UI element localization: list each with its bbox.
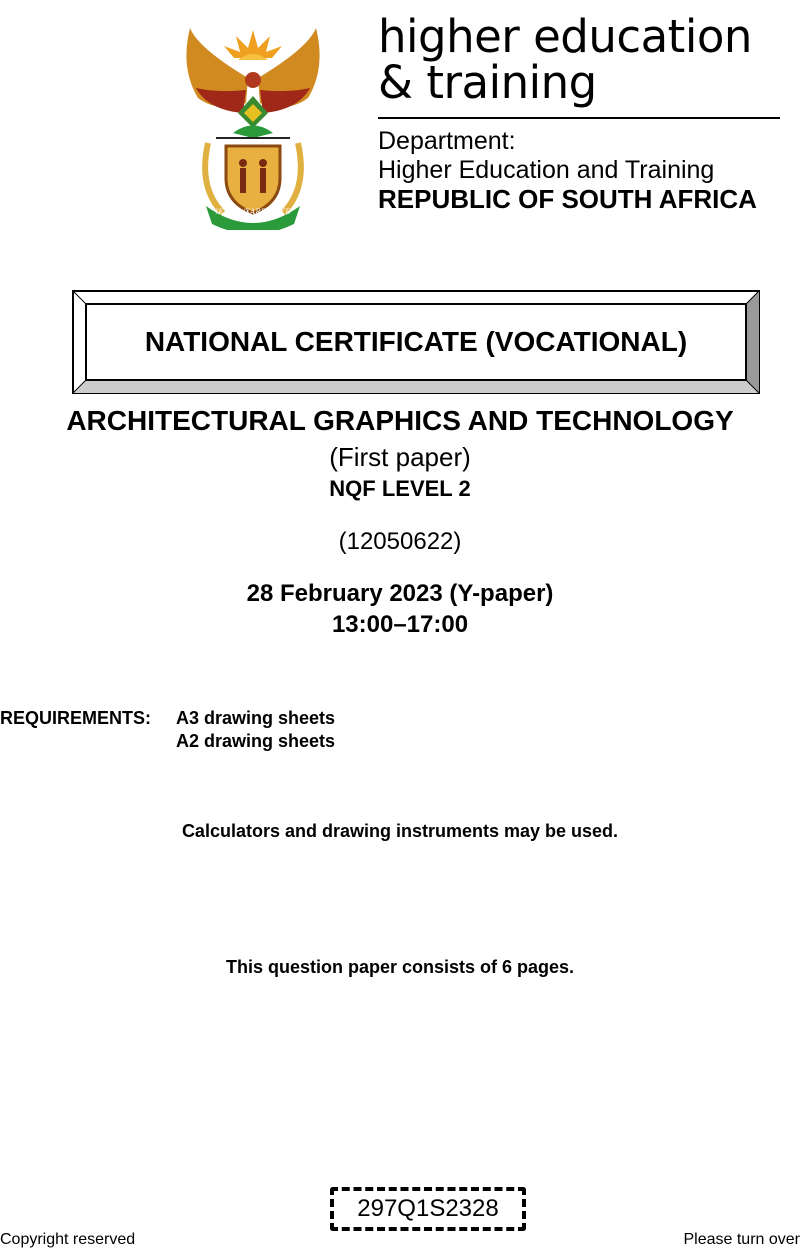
- exam-date: 28 February 2023 (Y-paper): [246, 580, 554, 607]
- subject-code: (12050622): [338, 528, 462, 555]
- subject-title: ARCHITECTURAL GRAPHICS AND TECHNOLOGY: [66, 405, 734, 436]
- country-name: REPUBLIC OF SOUTH AFRICA: [378, 184, 757, 214]
- certificate-banner: NATIONAL CERTIFICATE (VOCATIONAL): [144, 326, 688, 357]
- turn-over-text: Please turn over: [683, 1231, 800, 1248]
- department-label: Department:: [378, 127, 516, 155]
- department-block: [378, 127, 757, 214]
- calculator-note: Calculators and drawing instruments may be used.: [181, 821, 619, 841]
- exam-time: 13:00–17:00: [331, 611, 469, 638]
- copyright-text: Copyright reserved: [0, 1231, 136, 1248]
- coat-of-arms-logo: [178, 18, 328, 230]
- page-count-note: This question paper consists of 6 pages.: [225, 957, 575, 977]
- requirements-label: REQUIREMENTS:: [0, 708, 152, 728]
- nqf-level: NQF LEVEL 2: [329, 476, 471, 501]
- department-logo-text: [378, 10, 752, 109]
- logo-divider: [378, 117, 780, 119]
- logo-line-1: higher education: [378, 10, 752, 63]
- crest-motto: !KE E: /XARRA //KE: [215, 208, 291, 216]
- department-name: Higher Education and Training: [378, 156, 715, 184]
- requirement-item: A3 drawing sheets: [176, 708, 336, 728]
- requirement-item: A2 drawing sheets: [176, 731, 336, 751]
- paper-number: (First paper): [329, 442, 471, 472]
- logo-line-2: & training: [378, 56, 597, 109]
- paper-code-box: 297Q1S2328: [330, 1187, 526, 1231]
